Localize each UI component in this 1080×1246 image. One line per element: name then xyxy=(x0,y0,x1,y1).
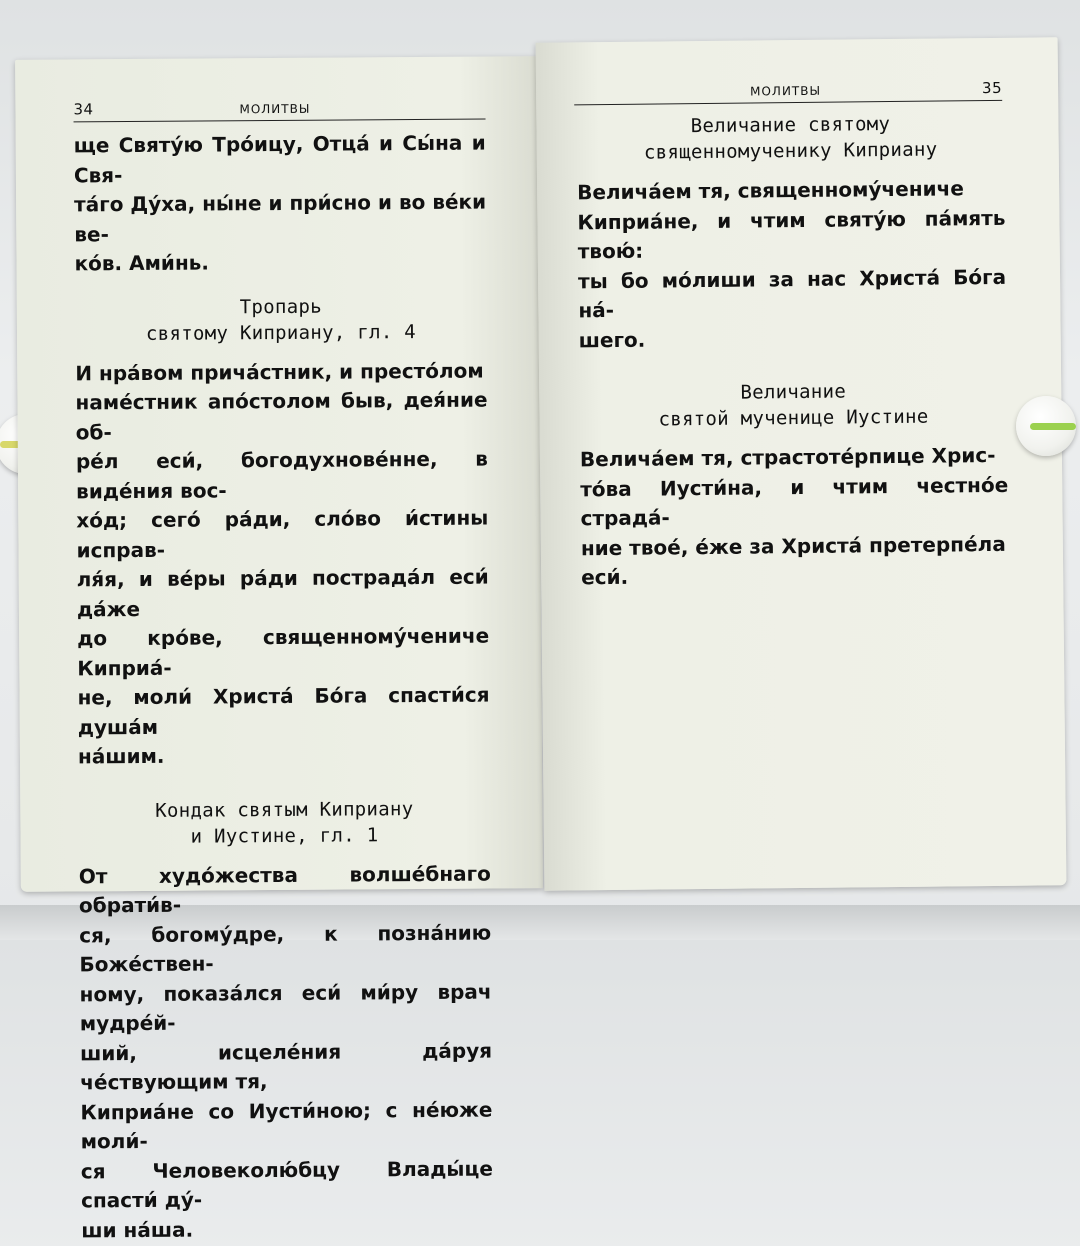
kontakion-heading: Кондак святым Киприану и Иустине, гл. 1 xyxy=(155,797,414,848)
magnification-cyprian-text: Велича́ем тя, священному́чениче Киприа́не, и чтим святу́ю па́мять твою́: ты бо мо́лиши за нас Христа́ Бо́га на́- шего. xyxy=(577,176,1007,352)
page-number: 35 xyxy=(981,78,1003,98)
magnification-cyprian-heading: Величание святому священномученику Киприану xyxy=(643,113,938,164)
right-page-content xyxy=(576,110,1009,593)
kontakion-text: От худо́жества волше́бнаго обрати́в- ся, богому́дре, к позна́нию Боже́ствен- ному, показа́лся еси́ ми́ру врач мудре́й- ший, исцеле́ния да́руя че́ствующим тя, Киприа́не со Иусти́ною; с не́юже моли́- ся Человеколю́бцу Влады́це спасти́ ду́- ши на́ша. xyxy=(78,861,493,1242)
bookmark-tab-right xyxy=(1016,396,1076,456)
running-title: МОЛИТВЫ xyxy=(239,101,311,117)
page-number: 34 xyxy=(73,100,94,119)
right-page xyxy=(536,37,1067,890)
troparion-text: И нра́вом прича́стник, и престо́лом наме́стник апо́столом быв, дея́ние об- ре́л еси́, богодухнове́нне, в виде́ния вос- хо́д; сего́ ра́ди, сло́во и́стины исправ- ля́я, и ве́ры ра́ди пострада́л еси́ да́же до кро́ве, священному́чениче Киприа́- не, моли́ Христа́ Бо́га спасти́ся душа́м на́шим. xyxy=(75,358,490,769)
right-page-header xyxy=(574,78,1002,105)
left-page xyxy=(15,56,543,1242)
running-title: МОЛИТВЫ xyxy=(750,83,822,99)
bookmark-stripe xyxy=(1030,423,1076,430)
magnification-justina-heading: Величание святой мученице Иустине xyxy=(658,380,929,431)
magnification-justina-text: Велича́ем тя, страстоте́рпице Хрис- то́ва Иусти́на, и чтим честно́е страда́- ние твое́, е́же за Христа́ претерпе́ла еси́. xyxy=(579,442,1009,590)
troparion-heading: Тропарь святому Киприану, гл. 4 xyxy=(145,295,417,345)
opening-text: ще Святу́ю Тро́ицу, Отца́ и Сы́на и Свя- та́го Ду́ха, ны́не и при́сно и во ве́ки ве- ко́в. Ами́нь. xyxy=(73,130,487,276)
left-page-header xyxy=(73,97,485,123)
left-page-content xyxy=(74,129,494,1246)
